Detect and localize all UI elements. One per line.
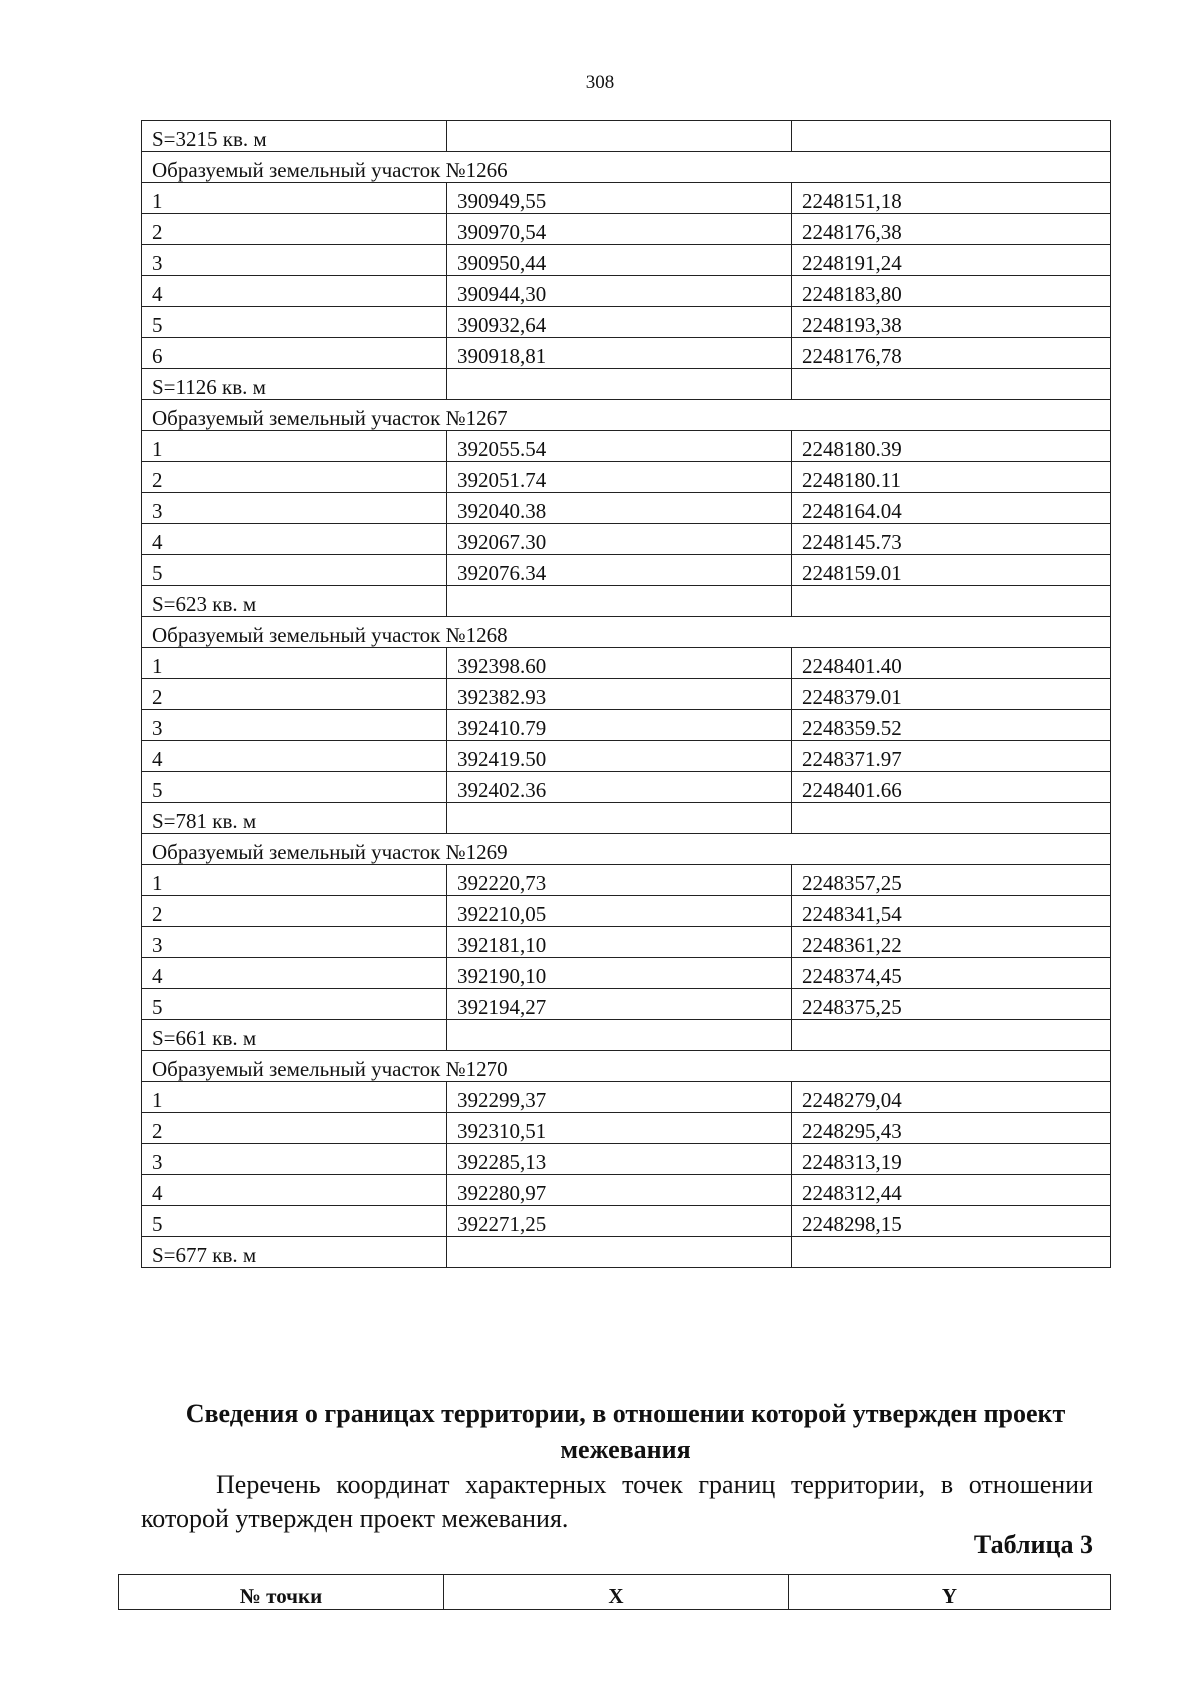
y-coordinate-cell: 2248151,18 [792, 183, 1111, 214]
parcel-title: Образуемый земельный участок №1268 [142, 617, 1111, 648]
table-row [142, 1144, 1111, 1175]
empty-cell [792, 1237, 1111, 1268]
point-number-cell: 2 [142, 1113, 447, 1144]
table-row [142, 896, 1111, 927]
table-row [142, 338, 1111, 369]
point-number-cell: 1 [142, 865, 447, 896]
area-row [142, 586, 1111, 617]
y-coordinate-cell: 2248295,43 [792, 1113, 1111, 1144]
y-coordinate-cell: 2248401.40 [792, 648, 1111, 679]
empty-cell [792, 369, 1111, 400]
table-row [142, 1175, 1111, 1206]
table-row [142, 741, 1111, 772]
table-row [142, 927, 1111, 958]
point-number-cell: 3 [142, 1144, 447, 1175]
parcel-title-row [142, 1051, 1111, 1082]
x-coordinate-cell: 392194,27 [447, 989, 792, 1020]
empty-cell [447, 803, 792, 834]
table-row [142, 1206, 1111, 1237]
point-number-cell: 1 [142, 648, 447, 679]
x-coordinate-cell: 392181,10 [447, 927, 792, 958]
x-coordinate-cell: 392410.79 [447, 710, 792, 741]
point-number-cell: 2 [142, 896, 447, 927]
point-number-cell: 5 [142, 772, 447, 803]
point-number-cell: 4 [142, 1175, 447, 1206]
parcel-title: Образуемый земельный участок №1270 [142, 1051, 1111, 1082]
point-number-cell: 3 [142, 245, 447, 276]
point-number-cell: 3 [142, 710, 447, 741]
point-number-cell: 5 [142, 555, 447, 586]
point-number-cell: 3 [142, 927, 447, 958]
x-coordinate-cell: 392271,25 [447, 1206, 792, 1237]
y-coordinate-cell: 2248164.04 [792, 493, 1111, 524]
empty-cell [792, 121, 1111, 152]
table-row [142, 555, 1111, 586]
point-number-cell: 1 [142, 431, 447, 462]
y-coordinate-cell: 2248279,04 [792, 1082, 1111, 1113]
point-number-cell: 3 [142, 493, 447, 524]
area-cell: S=623 кв. м [142, 586, 447, 617]
y-coordinate-cell: 2248341,54 [792, 896, 1111, 927]
table-row [142, 307, 1111, 338]
y-coordinate-cell: 2248159.01 [792, 555, 1111, 586]
x-coordinate-cell: 392076.34 [447, 555, 792, 586]
body-paragraph: Перечень координат характерных точек границ территории, в отношении которой утвержден проект межевания. [141, 1470, 1093, 1533]
y-coordinate-cell: 2248193,38 [792, 307, 1111, 338]
x-coordinate-cell: 390949,55 [447, 183, 792, 214]
header-x: X [444, 1575, 789, 1610]
coordinates-table-body [142, 121, 1111, 1268]
parcel-title-row [142, 834, 1111, 865]
area-row [142, 121, 1111, 152]
point-number-cell: 4 [142, 741, 447, 772]
y-coordinate-cell: 2248371.97 [792, 741, 1111, 772]
area-row [142, 1020, 1111, 1051]
x-coordinate-cell: 390950,44 [447, 245, 792, 276]
y-coordinate-cell: 2248145.73 [792, 524, 1111, 555]
y-coordinate-cell: 2248313,19 [792, 1144, 1111, 1175]
parcel-title-row [142, 152, 1111, 183]
table-row [142, 1113, 1111, 1144]
empty-cell [792, 803, 1111, 834]
x-coordinate-cell: 392040.38 [447, 493, 792, 524]
table-row [142, 772, 1111, 803]
parcel-title: Образуемый земельный участок №1269 [142, 834, 1111, 865]
coordinates-table [141, 120, 1111, 1268]
empty-cell [447, 586, 792, 617]
y-coordinate-cell: 2248375,25 [792, 989, 1111, 1020]
area-row [142, 369, 1111, 400]
table-row [142, 1082, 1111, 1113]
y-coordinate-cell: 2248361,22 [792, 927, 1111, 958]
area-cell: S=661 кв. м [142, 1020, 447, 1051]
x-coordinate-cell: 390918,81 [447, 338, 792, 369]
table-row [142, 710, 1111, 741]
point-number-cell: 4 [142, 524, 447, 555]
x-coordinate-cell: 390944,30 [447, 276, 792, 307]
y-coordinate-cell: 2248180.39 [792, 431, 1111, 462]
y-coordinate-cell: 2248401.66 [792, 772, 1111, 803]
area-row [142, 1237, 1111, 1268]
y-coordinate-cell: 2248298,15 [792, 1206, 1111, 1237]
point-number-cell: 1 [142, 183, 447, 214]
area-cell: S=677 кв. м [142, 1237, 447, 1268]
x-coordinate-cell: 392419.50 [447, 741, 792, 772]
empty-cell [792, 1020, 1111, 1051]
empty-cell [792, 586, 1111, 617]
y-coordinate-cell: 2248374,45 [792, 958, 1111, 989]
table-row [142, 431, 1111, 462]
table-row [142, 462, 1111, 493]
x-coordinate-cell: 392285,13 [447, 1144, 792, 1175]
y-coordinate-cell: 2248176,78 [792, 338, 1111, 369]
empty-cell [447, 121, 792, 152]
table-caption: Таблица 3 [973, 1530, 1093, 1559]
area-cell: S=1126 кв. м [142, 369, 447, 400]
y-coordinate-cell: 2248359.52 [792, 710, 1111, 741]
x-coordinate-cell: 390932,64 [447, 307, 792, 338]
x-coordinate-cell: 392398.60 [447, 648, 792, 679]
y-coordinate-cell: 2248357,25 [792, 865, 1111, 896]
table-row [142, 524, 1111, 555]
x-coordinate-cell: 392220,73 [447, 865, 792, 896]
x-coordinate-cell: 392055.54 [447, 431, 792, 462]
table-row [142, 493, 1111, 524]
x-coordinate-cell: 392310,51 [447, 1113, 792, 1144]
y-coordinate-cell: 2248176,38 [792, 214, 1111, 245]
table-row [142, 679, 1111, 710]
table-row [142, 958, 1111, 989]
parcel-title-row [142, 617, 1111, 648]
point-number-cell: 5 [142, 989, 447, 1020]
table3-header [118, 1574, 1111, 1610]
empty-cell [447, 1020, 792, 1051]
parcel-title-row [142, 400, 1111, 431]
table-row [142, 214, 1111, 245]
x-coordinate-cell: 392280,97 [447, 1175, 792, 1206]
x-coordinate-cell: 390970,54 [447, 214, 792, 245]
area-cell: S=3215 кв. м [142, 121, 447, 152]
table-row [142, 183, 1111, 214]
table3-header-row [119, 1575, 1111, 1610]
table-row [142, 245, 1111, 276]
table-row [142, 648, 1111, 679]
point-number-cell: 5 [142, 1206, 447, 1237]
x-coordinate-cell: 392051.74 [447, 462, 792, 493]
x-coordinate-cell: 392210,05 [447, 896, 792, 927]
x-coordinate-cell: 392190,10 [447, 958, 792, 989]
point-number-cell: 4 [142, 958, 447, 989]
point-number-cell: 4 [142, 276, 447, 307]
point-number-cell: 2 [142, 679, 447, 710]
x-coordinate-cell: 392067.30 [447, 524, 792, 555]
page-number: 308 [585, 72, 615, 93]
y-coordinate-cell: 2248379.01 [792, 679, 1111, 710]
empty-cell [447, 1237, 792, 1268]
section-heading: Сведения о границах территории, в отношении которой утвержден проект межевания [185, 1399, 1066, 1464]
area-cell: S=781 кв. м [142, 803, 447, 834]
y-coordinate-cell: 2248191,24 [792, 245, 1111, 276]
point-number-cell: 2 [142, 462, 447, 493]
x-coordinate-cell: 392299,37 [447, 1082, 792, 1113]
y-coordinate-cell: 2248180.11 [792, 462, 1111, 493]
y-coordinate-cell: 2248183,80 [792, 276, 1111, 307]
y-coordinate-cell: 2248312,44 [792, 1175, 1111, 1206]
empty-cell [447, 369, 792, 400]
table-row [142, 865, 1111, 896]
point-number-cell: 1 [142, 1082, 447, 1113]
point-number-cell: 6 [142, 338, 447, 369]
x-coordinate-cell: 392402.36 [447, 772, 792, 803]
table-row [142, 989, 1111, 1020]
point-number-cell: 5 [142, 307, 447, 338]
header-y: Y [789, 1575, 1111, 1610]
parcel-title: Образуемый земельный участок №1267 [142, 400, 1111, 431]
parcel-title: Образуемый земельный участок №1266 [142, 152, 1111, 183]
table-row [142, 276, 1111, 307]
point-number-cell: 2 [142, 214, 447, 245]
x-coordinate-cell: 392382.93 [447, 679, 792, 710]
area-row [142, 803, 1111, 834]
header-point-number: № точки [119, 1575, 444, 1610]
